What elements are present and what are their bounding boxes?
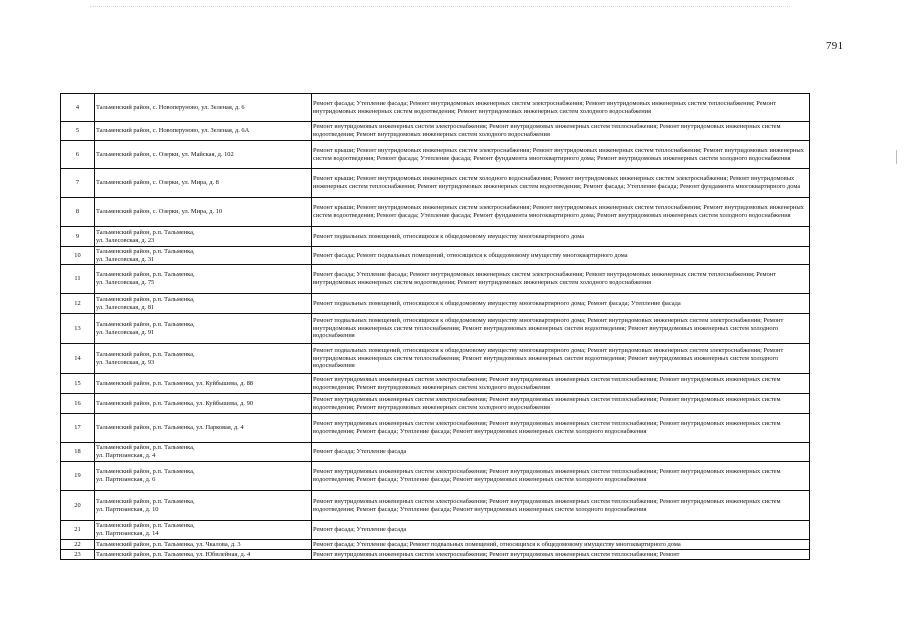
- row-number: 12: [61, 294, 95, 314]
- row-works: Ремонт фасада; Ремонт подвальных помещений, относящихся к общедомовому имуществу многоквартирного дома: [312, 247, 810, 265]
- row-number: 10: [61, 247, 95, 265]
- row-number: 9: [61, 227, 95, 247]
- row-number: 16: [61, 394, 95, 414]
- table-row: [61, 491, 810, 521]
- row-number: 8: [61, 198, 95, 227]
- table-row: [61, 540, 810, 550]
- row-number: 17: [61, 414, 95, 443]
- row-address: Тальменский район, с. Новоперуново, ул. Зеленая, д. 6А: [95, 122, 312, 141]
- row-number: 20: [61, 491, 95, 521]
- row-number: 4: [61, 94, 95, 122]
- row-number: 6: [61, 141, 95, 169]
- row-number: 11: [61, 265, 95, 294]
- table-row: [61, 314, 810, 344]
- row-address: Тальменский район, р.п. Тальменка, ул. Юбилейная, д. 4: [95, 550, 312, 560]
- row-address: Тальменский район, р.п. Тальменка, ул. Куйбышева, д. 90: [95, 394, 312, 414]
- row-works: Ремонт внутридомовых инженерных систем электроснабжения; Ремонт внутридомовых инженерных систем теплоснабжения; Ремонт: [312, 550, 810, 560]
- row-works: Ремонт крыши; Ремонт внутридомовых инженерных систем электроснабжения; Ремонт внутридомовых инженерных систем теплоснабжения; Ремонт внутридомовых инженерных систем водоотведения; Ремонт фасада; Утепление фасада; Ремонт фундамента многоквартирного дома; Ремонт внутридомовых инженерных систем холодного водоснабжения: [312, 198, 810, 227]
- table-row: [61, 247, 810, 265]
- row-number: 19: [61, 462, 95, 491]
- row-address: Тальменский район, р.п. Тальменка, ул. Залесовская, д. 23: [95, 227, 312, 247]
- table-row: [61, 294, 810, 314]
- row-address: Тальменский район, р.п. Тальменка, ул. Залесовская, д. 93: [95, 344, 312, 374]
- table-row: [61, 550, 810, 560]
- table-row: [61, 394, 810, 414]
- row-address: Тальменский район, с. Озерки, ул. Майская, д. 102: [95, 141, 312, 169]
- table-row: [61, 462, 810, 491]
- row-works: Ремонт фасада; Утепление фасада; Ремонт внутридомовых инженерных систем электроснабжения; Ремонт внутридомовых инженерных систем теплоснабжения; Ремонт внутридомовых инженерных систем водоотведения; Ремонт внутридомовых инженерных систем холодного водоснабжения: [312, 94, 810, 122]
- row-works: Ремонт крыши; Ремонт внутридомовых инженерных систем электроснабжения; Ремонт внутридомовых инженерных систем теплоснабжения; Ремонт внутридомовых инженерных систем водоотведения; Ремонт фасада; Утепление фасада; Ремонт фундамента многоквартирного дома; Ремонт внутридомовых инженерных систем холодного водоснабжения: [312, 141, 810, 169]
- row-address: Тальменский район, р.п. Тальменка, ул. Чкалова, д. 3: [95, 540, 312, 550]
- row-address: Тальменский район, р.п. Тальменка, ул. Партизанская, д. 6: [95, 462, 312, 491]
- table-row: [61, 344, 810, 374]
- table-row: [61, 374, 810, 394]
- row-address: Тальменский район, р.п. Тальменка, ул. Партизанская, д. 14: [95, 521, 312, 540]
- row-works: Ремонт внутридомовых инженерных систем электроснабжения; Ремонт внутридомовых инженерных систем теплоснабжения; Ремонт внутридомовых инженерных систем водоотведения; Ремонт внутридомовых инженерных систем холодного водоснабжения: [312, 374, 810, 394]
- row-address: Тальменский район, р.п. Тальменка, ул. Партизанская, д. 4: [95, 443, 312, 462]
- row-address: Тальменский район, с. Новоперуново, ул. Зеленая, д. 6: [95, 94, 312, 122]
- row-works: Ремонт внутридомовых инженерных систем электроснабжения; Ремонт внутридомовых инженерных систем теплоснабжения; Ремонт внутридомовых инженерных систем водоотведения; Ремонт внутридомовых инженерных систем холодного водоснабжения: [312, 122, 810, 141]
- row-address: Тальменский район, р.п. Тальменка, ул. Парковая, д. 4: [95, 414, 312, 443]
- row-works: Ремонт крыши; Ремонт внутридомовых инженерных систем холодного водоснабжения; Ремонт внутридомовых инженерных систем электроснабжения; Ремонт внутридомовых инженерных систем теплоснабжения; Ремонт внутридомовых инженерных систем водоотведения; Ремонт фасада; Утепление фасада; Ремонт фундамента многоквартирного дома: [312, 169, 810, 198]
- row-address: Тальменский район, р.п. Тальменка, ул. Залесовская, д. 31: [95, 247, 312, 265]
- table-row: [61, 521, 810, 540]
- row-address: Тальменский район, р.п. Тальменка, ул. Куйбышева, д. 88: [95, 374, 312, 394]
- table-row: [61, 122, 810, 141]
- row-number: 5: [61, 122, 95, 141]
- row-works: Ремонт подвальных помещений, относящихся к общедомовому имуществу многоквартирного дома; Ремонт внутридомовых инженерных систем электроснабжения; Ремонт внутридомовых инженерных систем теплоснабжения; Ремонт внутридомовых инженерных систем водоотведения; Ремонт внутридомовых инженерных систем холодного водоснабжения: [312, 344, 810, 374]
- page-number: 791: [826, 40, 844, 52]
- row-number: 13: [61, 314, 95, 344]
- row-works: Ремонт подвальных помещений, относящихся к общедомовому имуществу многоквартирного дома; Ремонт внутридомовых инженерных систем электроснабжения; Ремонт внутридомовых инженерных систем теплоснабжения; Ремонт внутридомовых инженерных систем водоотведения; Ремонт внутридомовых инженерных систем холодного водоснабжения: [312, 314, 810, 344]
- row-works: Ремонт внутридомовых инженерных систем электроснабжения; Ремонт внутридомовых инженерных систем теплоснабжения; Ремонт внутридомовых инженерных систем водоотведения; Ремонт фасада; Утепление фасада; Ремонт внутридомовых инженерных систем холодного водоснабжения: [312, 491, 810, 521]
- row-works: Ремонт фасада; Утепление фасада; Ремонт внутридомовых инженерных систем электроснабжения; Ремонт внутридомовых инженерных систем теплоснабжения; Ремонт внутридомовых инженерных систем водоотведения; Ремонт внутридомовых инженерных систем холодного водоснабжения: [312, 265, 810, 294]
- table-row: [61, 414, 810, 443]
- row-works: Ремонт внутридомовых инженерных систем электроснабжения; Ремонт внутридомовых инженерных систем теплоснабжения; Ремонт внутридомовых инженерных систем водоотведения; Ремонт внутридомовых инженерных систем холодного водоснабжения: [312, 394, 810, 414]
- row-address: Тальменский район, р.п. Тальменка, ул. Партизанская, д. 10: [95, 491, 312, 521]
- row-address: Тальменский район, с. Озерки, ул. Мира, д. 10: [95, 198, 312, 227]
- scan-artifact-line: [90, 6, 790, 8]
- row-number: 7: [61, 169, 95, 198]
- table-row: [61, 443, 810, 462]
- row-works: Ремонт внутридомовых инженерных систем электроснабжения; Ремонт внутридомовых инженерных систем теплоснабжения; Ремонт внутридомовых инженерных систем водоотведения; Ремонт фасада; Утепление фасада; Ремонт внутридомовых инженерных систем холодного водоснабжения: [312, 414, 810, 443]
- table-row: [61, 94, 810, 122]
- row-number: 15: [61, 374, 95, 394]
- row-number: 23: [61, 550, 95, 560]
- table-row: [61, 169, 810, 198]
- table-row: [61, 227, 810, 247]
- row-works: Ремонт фасада; Утепление фасада; Ремонт подвальных помещений, относящихся к общедомовому имуществу многоквартирного дома: [312, 540, 810, 550]
- row-works: Ремонт фасада; Утепление фасада: [312, 521, 810, 540]
- row-number: 22: [61, 540, 95, 550]
- row-number: 18: [61, 443, 95, 462]
- row-number: 14: [61, 344, 95, 374]
- repair-works-table: [60, 93, 810, 560]
- table-row: [61, 141, 810, 169]
- row-works: Ремонт фасада; Утепление фасада: [312, 443, 810, 462]
- scan-edge-mark: [896, 150, 897, 164]
- row-address: Тальменский район, р.п. Тальменка, ул. Залесовская, д. 75: [95, 265, 312, 294]
- table-row: [61, 198, 810, 227]
- table-row: [61, 265, 810, 294]
- row-address: Тальменский район, р.п. Тальменка, ул. Залесовская, д. 91: [95, 314, 312, 344]
- document-table-container: [60, 93, 810, 560]
- row-address: Тальменский район, с. Озерки, ул. Мира, д. 8: [95, 169, 312, 198]
- row-number: 21: [61, 521, 95, 540]
- row-address: Тальменский район, р.п. Тальменка, ул. Залесовская, д. 81: [95, 294, 312, 314]
- row-works: Ремонт подвальных помещений, относящихся к общедомовому имуществу многоквартирного дома: [312, 227, 810, 247]
- row-works: Ремонт внутридомовых инженерных систем электроснабжения; Ремонт внутридомовых инженерных систем теплоснабжения; Ремонт внутридомовых инженерных систем водоотведения; Ремонт фасада; Утепление фасада; Ремонт внутридомовых инженерных систем холодного водоснабжения: [312, 462, 810, 491]
- row-works: Ремонт подвальных помещений, относящихся к общедомовому имуществу многоквартирного дома; Ремонт фасада; Утепление фасада: [312, 294, 810, 314]
